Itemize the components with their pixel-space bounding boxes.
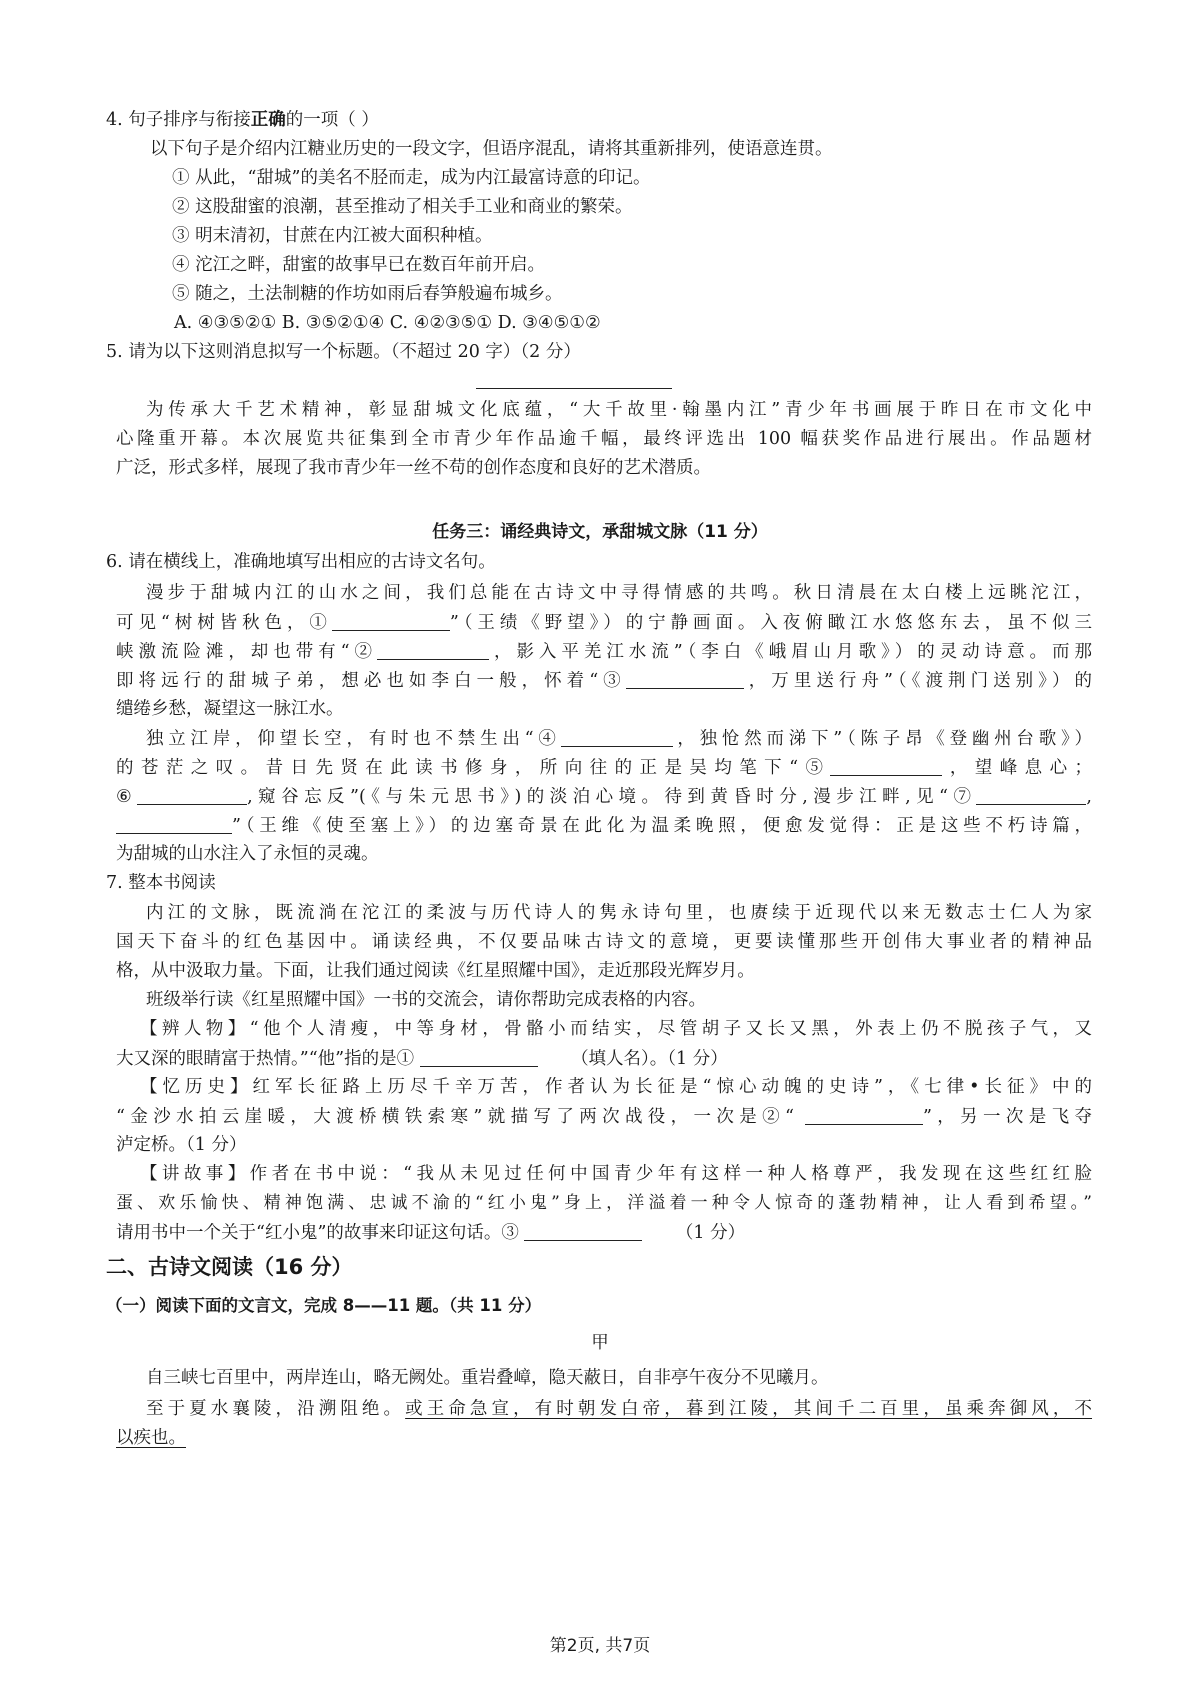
q6-line-2: 可见“树树皆秋色，① ”（王绩《野望》）的宁静画面。入夜俯瞰江水悠悠东去，虽不似三 <box>116 613 1092 634</box>
q5-news-line-3: 广泛，形式多样，展现了我市青少年一丝不苟的创作态度和良好的艺术潜质。 <box>116 458 711 478</box>
q6-line-5: 缱绻乡愁，凝望这一脉江水。 <box>116 699 344 719</box>
q4-stem <box>106 110 379 131</box>
q7-para-line-1: 内江的文脉，既流淌在沱江的柔波与历代诗人的隽永诗句里，也赓续于近现代以来无数志士仁人为家 <box>146 903 1092 923</box>
q4-sentence-3: ③ 明末清初，甘蔗在内江被大面积种植。 <box>172 226 493 246</box>
section2-subtitle: （一）阅读下面的文言文，完成 8——11 题。（共 11 分） <box>106 1296 542 1315</box>
q7-story-line-3: 请用书中一个关于“红小鬼”的故事来印证这句话。③ （1 分） <box>116 1223 746 1244</box>
q7-history-line-1: 【忆历史】红军长征路上历尽千辛万苦，作者认为长征是“惊心动魄的史诗”，《七律•长征》中的 <box>140 1077 1092 1097</box>
q7-blank-2[interactable] <box>805 1106 923 1125</box>
q6-blank-5[interactable] <box>830 757 942 776</box>
q6-blank-7b[interactable] <box>116 815 232 834</box>
q7-story-line-2: 蛋、欢乐愉快、精神饱满、忠诚不渝的“红小鬼”身上，洋溢着一种令人惊奇的蓬勃精神，让人看到希望。” <box>116 1193 1092 1213</box>
q7-para-line-3: 格，从中汲取力量。下面，让我们通过阅读《红星照耀中国》，走近那段光辉岁月。 <box>116 961 755 981</box>
q6-line-3: 峡激流险滩，却也带有“② ，影入平羌江水流”（李白《峨眉山月歌》）的灵动诗意。而那 <box>116 642 1092 663</box>
task3-title: 任务三：诵经典诗文，承甜城文脉（11 分） <box>432 522 768 542</box>
q4-stem-text: 4. 句子排序与衔接 <box>106 110 251 130</box>
passage-line-3 <box>116 1428 186 1449</box>
q6-line-4: 即将远行的甜城子弟，想必也如李白一般，怀着“③ ，万里送行舟”（《渡荆门送别》）的 <box>116 671 1092 692</box>
q6-blank-4[interactable] <box>561 728 673 747</box>
q6-line-10: 为甜城的山水注入了永恒的灵魂。 <box>116 844 379 864</box>
q6-blank-1[interactable] <box>332 612 450 631</box>
q7-identify-line-2: 大又深的眼睛富于热情。”“他”指的是① （填人名）。（1 分） <box>116 1049 728 1070</box>
q4-sentence-1: ① 从此，“甜城”的美名不胫而走，成为内江最富诗意的印记。 <box>172 168 651 188</box>
q4-stem-bold: 正确 <box>250 110 286 130</box>
q7-identify-line-1: 【辨人物】“他个人清瘦，中等身材，骨骼小而结实，尽管胡子又长又黑，外表上仍不脱孩子气，又 <box>140 1019 1092 1039</box>
q4-sentence-2: ② 这股甜蜜的浪潮，甚至推动了相关手工业和商业的繁荣。 <box>172 197 633 217</box>
q6-blank-7a[interactable] <box>976 786 1086 805</box>
q5-news-line-2: 心隆重开幕。本次展览共征集到全市青少年作品逾千幅，最终评选出 100 幅获奖作品进行展出。作品题材 <box>116 429 1092 449</box>
q7-blank-3[interactable] <box>524 1222 642 1241</box>
q6-line-9: ”（王维《使至塞上》）的边塞奇景在此化为温柔晚照，便愈发觉得：正是这些不朽诗篇， <box>116 815 1092 837</box>
q6-blank-6[interactable] <box>137 786 247 805</box>
q4-sentence-5: ⑤ 随之，土法制糖的作坊如雨后春笋般遍布城乡。 <box>172 284 563 304</box>
q4-sentence-4: ④ 沱江之畔，甜蜜的故事早已在数百年前开启。 <box>172 255 546 275</box>
q5-stem: 5. 请为以下这则消息拟写一个标题。（不超过 20 字）（2 分） <box>106 342 581 362</box>
q7-para-2: 班级举行读《红星照耀中国》一书的交流会，请你帮助完成表格的内容。 <box>146 990 706 1010</box>
q6-blank-2[interactable] <box>377 641 489 660</box>
q4-options: A. ④③⑤②① B. ③⑤②①④ C. ④②③⑤① D. ③④⑤①② <box>174 313 601 333</box>
q6-line-7: 的苍茫之叹。昔日先贤在此读书修身，所向往的正是吴均笔下“⑤ ，望峰息心； <box>116 758 1093 779</box>
q7-history-line-2: “金沙水拍云崖暖，大渡桥横铁索寒”就描写了两次战役，一次是②“ ”，另一次是飞夺 <box>116 1107 1092 1128</box>
q6-line-8: ⑥ ,窥谷忘反”(《与朱元思书》)的淡泊心境。待到黄昏时分,漫步江畔,见“⑦ , <box>116 787 1092 808</box>
passage-line-2: 至于夏水襄陵，沿溯阻绝。或王命急宣，有时朝发白帝，暮到江陵，其间千二百里，虽乘奔御风，不 <box>146 1399 1093 1419</box>
q7-history-line-3: 泸定桥。（1 分） <box>116 1135 247 1155</box>
q5-news-line-1: 为传承大千艺术精神，彰显甜城文化底蕴，“大千故里·翰墨内江”青少年书画展于昨日在市文化中 <box>146 400 1092 420</box>
section2-title: 二、古诗文阅读（16 分） <box>106 1255 353 1279</box>
q4-stem-paren: 的一项（ ） <box>285 110 379 130</box>
passage-jia-label: 甲 <box>591 1333 609 1353</box>
q7-para-line-2: 国天下奋斗的红色基因中。诵读经典，不仅要品味古诗文的意境，更要读懂那些开创伟大事业者的精神品 <box>116 932 1092 952</box>
q6-line-6: 独立江岸，仰望长空，有时也不禁生出“④ ，独怆然而涕下”（陈子昂《登幽州台歌》） <box>146 729 1092 750</box>
q5-title-blank[interactable] <box>476 370 672 389</box>
underlined-sentence-end: 以疾也。 <box>116 1428 186 1448</box>
q4-intro: 以下句子是介绍内江糖业历史的一段文字，但语序混乱，请将其重新排列，使语意连贯。 <box>150 139 833 159</box>
q6-line-1: 漫步于甜城内江的山水之间，我们总能在古诗文中寻得情感的共鸣。秋日清晨在太白楼上远眺沱江， <box>146 583 1092 603</box>
q7-blank-1[interactable] <box>420 1048 538 1067</box>
q7-story-line-1: 【讲故事】作者在书中说：“我从未见过任何中国青少年有这样一种人格尊严，我发现在这些红红脸 <box>140 1164 1092 1184</box>
passage-line-1: 自三峡七百里中，两岸连山，略无阙处。重岩叠嶂，隐天蔽日，自非亭午夜分不见曦月。 <box>146 1368 829 1388</box>
q7-stem: 7. 整本书阅读 <box>106 873 216 893</box>
q6-blank-3[interactable] <box>626 670 744 689</box>
q6-stem: 6. 请在横线上，准确地填写出相应的古诗文名句。 <box>106 552 496 572</box>
underlined-sentence: 或王命急宣，有时朝发白帝，暮到江陵，其间千二百里，虽乘奔御风，不 <box>405 1399 1093 1419</box>
page-number: 第2页, 共7页 <box>549 1636 651 1656</box>
